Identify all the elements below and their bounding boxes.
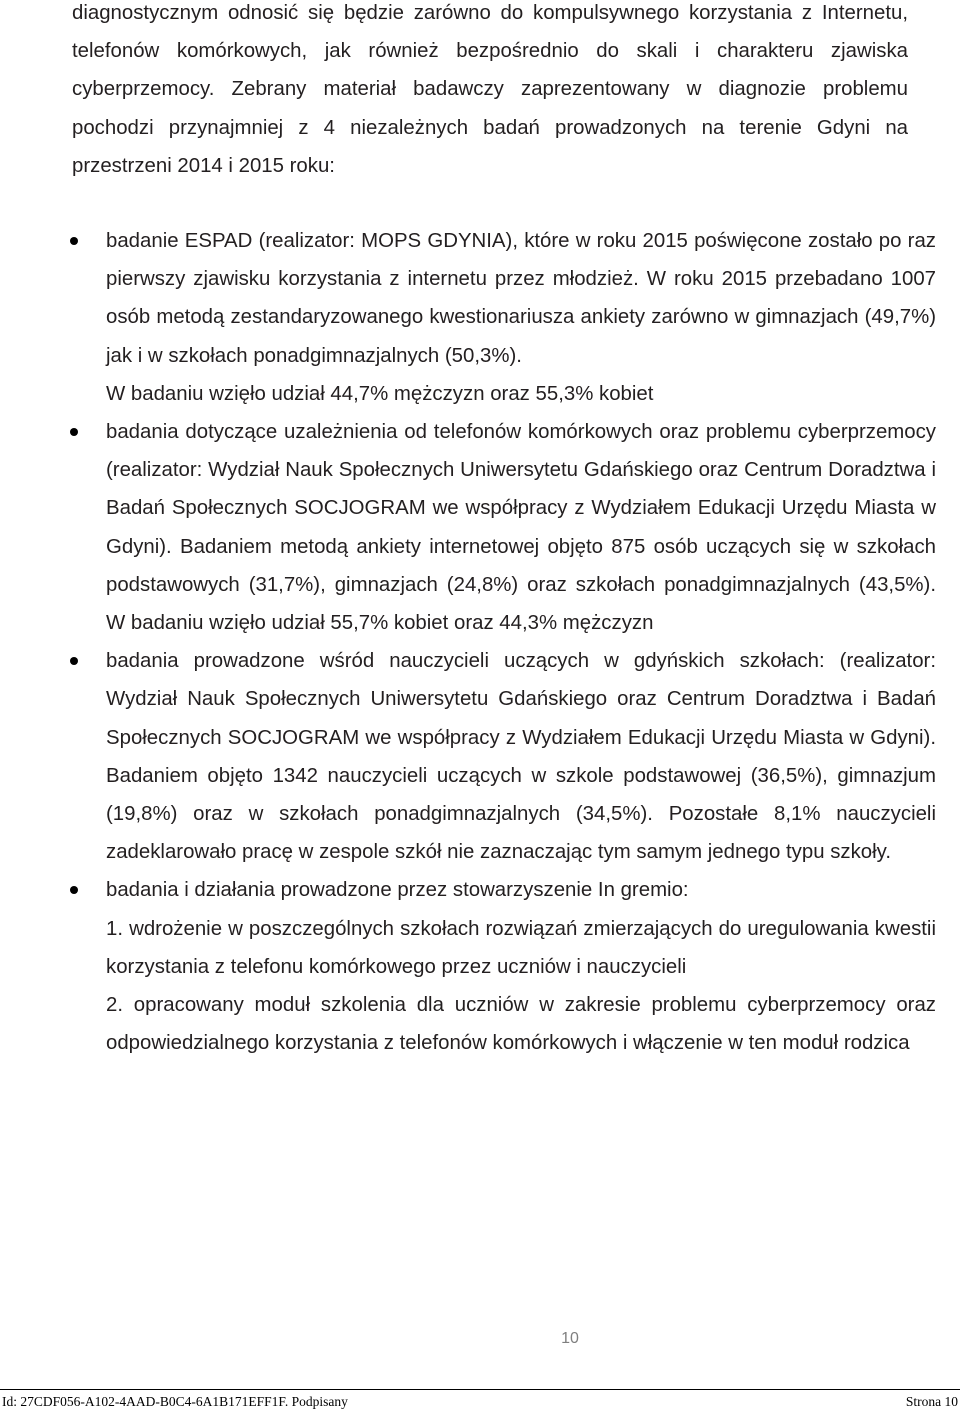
list-item-espad bbox=[0, 222, 960, 413]
list-item-text-continued: W badaniu wzięło udział 44,7% mężczyzn oraz 55,3% kobiet bbox=[106, 382, 654, 405]
bullet-icon bbox=[70, 657, 78, 665]
footer-divider bbox=[0, 1389, 960, 1390]
list-item-text: badania dotyczące uzależnienia od telefonów komórkowych oraz problemu cyberprzemocy (realizator: Wydział Nauk Społecznych Uniwersytetu Gdańskiego oraz Centrum Doradztwa i Badań Społecznych SOCJOGRAM we współpracy z Wydziałem Edukacji Urzędu Miasta w Gdyni). Badaniem metodą ankiety internetowej objęto 875 osób uczących się w szkołach podstawowych (31,7%), gimnazjach (24,8%) oraz szkołach ponadgimnazjalnych (43,5%). W badaniu wzięło udział 55,7% kobiet oraz 44,3% mężczyzn bbox=[106, 421, 936, 635]
bullet-icon bbox=[70, 428, 78, 436]
numbered-subitem-1: 1. wdrożenie w poszczególnych szkołach rozwiązań zmierzających do uregulowania kwestii korzystania z telefonu komórkowego przez uczniów i nauczycieli bbox=[106, 917, 936, 978]
footer-page-label: Strona 10 bbox=[905, 1394, 958, 1409]
study-list bbox=[0, 222, 960, 1062]
numbered-subitem-2: 2. opracowany moduł szkolenia dla uczniów w zakresie problemu cyberprzemocy oraz odpowiedzialnego korzystania z telefonów komórkowych i włączenie w ten moduł rodzica bbox=[106, 994, 936, 1055]
list-item-in-gremio bbox=[0, 871, 960, 1062]
list-item-phones-study bbox=[0, 413, 960, 642]
list-item-text: badanie ESPAD (realizator: MOPS GDYNIA), które w roku 2015 poświęcone zostało po raz pierwszy zjawisku korzystania z internetu przez młodzież. W roku 2015 przebadano 1007 osób metodą zestandaryzowanego kwestionariusza ankiety zarówno w gimnazjach (49,7%) jak i w szkołach ponadgimnazjalnych (50,3%). bbox=[106, 230, 936, 367]
list-item-teachers-study bbox=[0, 642, 960, 871]
intro-paragraph: diagnostycznym odnosić się będzie zarówno do kompulsywnego korzystania z Internetu, telefonów komórkowych, jak również bezpośrednio do skali i charakteru zjawiska cyberprzemocy. Zebrany materiał badawczy zaprezentowany w diagnozie problemu pochodzi przynajmniej z 4 niezależnych badań prowadzonych na terenie Gdyni na przestrzeni 2014 i 2015 roku: bbox=[72, 2, 908, 177]
bullet-icon bbox=[70, 886, 78, 894]
bullet-icon bbox=[70, 237, 78, 245]
list-item-text: badania prowadzone wśród nauczycieli uczących w gdyńskich szkołach: (realizator: Wydział Nauk Społecznych Uniwersytetu Gdańskiego oraz Centrum Doradztwa i Badań Społecznych SOCJOGRAM we współpracy z Wydziałem Edukacji Urzędu Miasta w Gdyni). Badaniem objęto 1342 nauczycieli uczących w szkole podstawowej (36,5%), gimnazjum (19,8%) oraz w szkołach ponadgimnazjalnych (34,5%). Pozostałe 8,1% nauczycieli zadeklarowało pracę w zespole szkół nie zaznaczając tym samym jednego typu szkoły. bbox=[106, 650, 936, 864]
footer-document-id: Id: 27CDF056-A102-4AAD-B0C4-6A1B171EFF1F. Podpisany bbox=[2, 1394, 348, 1409]
page-number: 10 bbox=[561, 1330, 579, 1347]
list-item-text: badania i działania prowadzone przez stowarzyszenie In gremio: bbox=[106, 879, 689, 902]
